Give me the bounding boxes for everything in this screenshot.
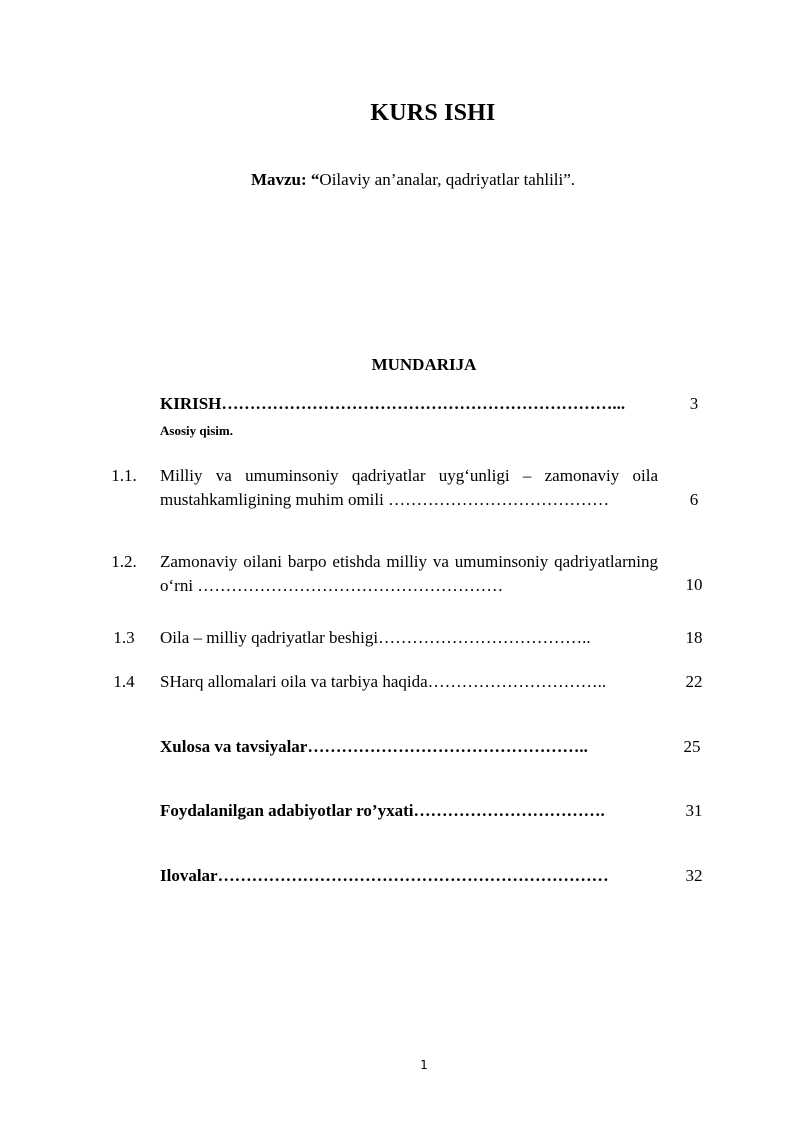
topic-line [0, 170, 800, 190]
toc-entry-1-3: Oila – milliy qadriyatlar beshigi……………………………….. [160, 628, 591, 647]
toc-entry-1-1: Milliy va umuminsoniy qadriyatlar uyg‘unligi – zamonaviy oila mustahkamligining muhim omili ………………………………… [160, 466, 658, 509]
toc-number-1-3: 1.3 [113, 628, 135, 647]
toc-page-xulosa: 25 [683, 737, 701, 756]
toc-page-adabiyotlar: 31 [685, 801, 703, 820]
toc-number-1-2: 1.2. [111, 552, 137, 571]
toc-entry-ilovalar: Ilovalar…………………………………………………………… [160, 866, 609, 885]
page-number: 1 [420, 1058, 428, 1072]
toc-entry-xulosa: Xulosa va tavsiyalar………………………………………….. [160, 737, 588, 756]
toc-entry-adabiyotlar: Foydalanilgan adabiyotlar ro’yxati……………………………. [160, 801, 605, 820]
toc-entry-kirish: KIRISH……………………………………………………………... [160, 394, 626, 413]
toc-number-1-1: 1.1. [111, 466, 137, 485]
toc-entry-1-2: Zamonaviy oilani barpo etishda milliy va umuminsoniy qadriyatlarning o‘rni ……………………………………………… [160, 552, 658, 595]
document-title: KURS ISHI [370, 100, 496, 126]
toc-page-ilovalar: 32 [685, 866, 703, 885]
toc-page-kirish: 3 [689, 394, 699, 413]
toc-entry-1-4: SHarq allomalari oila va tarbiya haqida………………………….. [160, 672, 607, 691]
topic-label: Mavzu: “ [250, 170, 320, 189]
toc-page-1-2: 10 [685, 575, 703, 594]
topic-text: Oilaviy an’analar, qadriyatlar tahlili”. [319, 170, 576, 189]
toc-subheading: Asosiy qisim. [160, 423, 233, 438]
toc-heading: MUNDARIJA [371, 355, 477, 374]
toc-page-1-3: 18 [685, 628, 703, 647]
toc-page-1-4: 22 [685, 672, 703, 691]
toc-number-1-4: 1.4 [113, 672, 135, 691]
toc-page-1-1: 6 [689, 490, 699, 509]
